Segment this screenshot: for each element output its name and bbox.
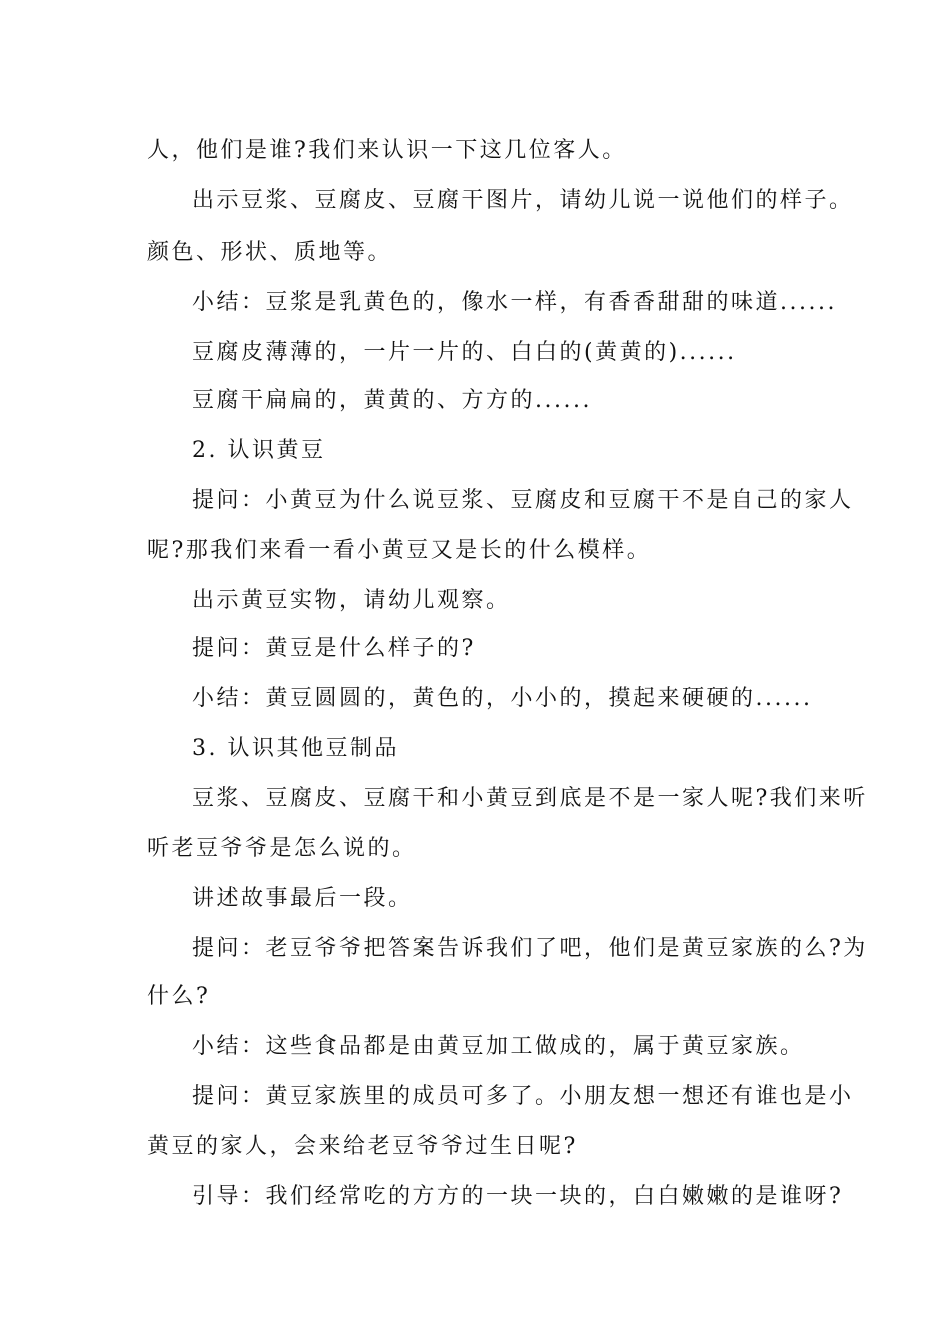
text-line: 小结：黄豆圆圆的，黄色的，小小的，摸起来硬硬的......	[192, 686, 813, 711]
text-line: 豆腐皮薄薄的，一片一片的、白白的(黄黄的)......	[192, 340, 737, 365]
text-line: 呢?那我们来看一看小黄豆又是长的什么模样。	[147, 538, 652, 563]
text-line: 豆浆、豆腐皮、豆腐干和小黄豆到底是不是一家人呢?我们来听	[192, 786, 868, 811]
text-line: 小结：豆浆是乳黄色的，像水一样，有香香甜甜的味道......	[192, 290, 837, 315]
section-heading: 3. 认识其他豆制品	[192, 736, 399, 761]
text-line: 提问：黄豆家族里的成员可多了。小朋友想一想还有谁也是小	[192, 1084, 854, 1109]
text-line: 出示豆浆、豆腐皮、豆腐干图片，请幼儿说一说他们的样子。	[192, 188, 854, 213]
text-line: 黄豆的家人，会来给老豆爷爷过生日呢?	[147, 1134, 578, 1159]
text-line: 出示黄豆实物，请幼儿观察。	[192, 588, 511, 613]
text-line: 引导：我们经常吃的方方的一块一块的，白白嫩嫩的是谁呀?	[192, 1184, 844, 1209]
text-line: 人，他们是谁?我们来认识一下这几位客人。	[147, 138, 627, 163]
text-line: 提问：小黄豆为什么说豆浆、豆腐皮和豆腐干不是自己的家人	[192, 488, 854, 513]
text-line: 小结：这些食品都是由黄豆加工做成的，属于黄豆家族。	[192, 1034, 805, 1059]
text-line: 听老豆爷爷是怎么说的。	[147, 836, 417, 861]
text-line: 颜色、形状、质地等。	[147, 240, 393, 265]
text-line: 什么?	[147, 984, 211, 1009]
text-line: 提问：黄豆是什么样子的?	[192, 636, 476, 661]
text-line: 提问：老豆爷爷把答案告诉我们了吧，他们是黄豆家族的么?为	[192, 936, 868, 961]
section-heading: 2. 认识黄豆	[192, 438, 326, 463]
text-line: 讲述故事最后一段。	[192, 886, 413, 911]
text-line: 豆腐干扁扁的，黄黄的、方方的......	[192, 388, 592, 413]
